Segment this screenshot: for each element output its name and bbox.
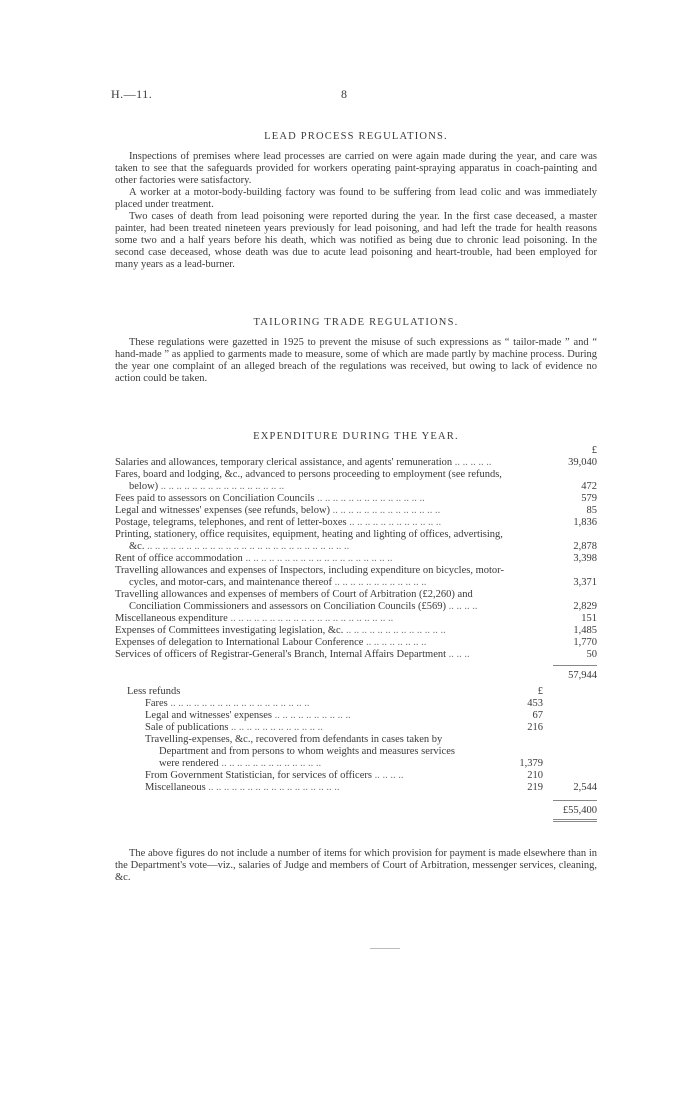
expense-amount: 579 [581, 493, 597, 504]
expense-row: Fares, board and lodging, &c., advanced to persons proceeding to employment (see refunds, [115, 469, 502, 480]
expense-row-continued: below) .. .. .. .. .. .. .. .. .. .. .. .. .. .. .. .. 472 [129, 481, 597, 492]
expense-amount: 2,878 [573, 541, 597, 552]
less-refunds-row [115, 686, 597, 698]
expense-row-continued: &c. .. .. .. .. .. .. .. .. .. .. .. .. .. .. .. .. .. .. .. .. .. .. .. .. .. .. 2,878 [129, 541, 597, 552]
page-header [111, 87, 597, 104]
refund-row: Travelling-expenses, &c., recovered from defendants in cases taken by [145, 734, 443, 745]
subtotal-rule [553, 665, 597, 666]
expense-amount: 151 [581, 613, 597, 624]
expense-amount: 1,770 [573, 637, 597, 648]
expense-row: Legal and witnesses' expenses (see refunds, below) .. .. .. .. .. .. .. .. .. .. .. .. .. .. 85 [115, 505, 597, 516]
expense-row: Fees paid to assessors on Conciliation Councils .. .. .. .. .. .. .. .. .. .. .. .. .. .. 579 [115, 493, 597, 504]
subtotal-amount: 57,944 [568, 670, 597, 681]
expense-row: Travelling allowances and expenses of members of Court of Arbitration (£2,260) and [115, 589, 473, 600]
total-row [115, 805, 597, 817]
page-number: 8 [341, 87, 347, 101]
refund-amount: 67 [532, 710, 543, 721]
expense-row: Postage, telegrams, telephones, and rent of letter-boxes .. .. .. .. .. .. .. .. .. .. .. .. 1,836 [115, 517, 597, 528]
expense-amount: 472 [581, 481, 597, 492]
refund-row: Miscellaneous .. .. .. .. .. .. .. .. .. .. .. .. .. .. .. .. .. 219 2,544 [145, 782, 597, 793]
less-refunds-label: Less refunds [127, 686, 181, 697]
refund-amount: 1,379 [519, 758, 543, 769]
expense-row-continued: Conciliation Commissioners and assessors on Conciliation Councils (£569) .. .. .. .. 2,829 [129, 601, 597, 612]
expense-row-continued: cycles, and motor-cars, and maintenance thereof .. .. .. .. .. .. .. .. .. .. .. .. 3,371 [129, 577, 597, 588]
expense-amount: 3,398 [573, 553, 597, 564]
expense-row: Rent of office accommodation .. .. .. .. .. .. .. .. .. .. .. .. .. .. .. .. .. .. .. 3,398 [115, 553, 597, 564]
currency-heading: £ [591, 445, 597, 456]
expense-amount: 50 [586, 649, 597, 660]
refund-row-continued: were rendered .. .. .. .. .. .. .. .. .. .. .. .. .. 1,379 [159, 758, 543, 769]
expense-amount: 85 [586, 505, 597, 516]
refund-row: Sale of publications .. .. .. .. .. .. .. .. .. .. .. .. 216 [145, 722, 543, 733]
expenditure-table [115, 445, 597, 822]
expense-amount: 2,829 [573, 601, 597, 612]
expense-row: Expenses of delegation to International Labour Conference .. .. .. .. .. .. .. .. 1,770 [115, 637, 597, 648]
refunds-currency: £ [537, 686, 543, 697]
lead-paragraph-1: Inspections of premises where lead processes are carried on were again made during the year, and care was taken to see that the safeguards provided for workers operating paint-spraying apparatus in coach-painting and other factories were satisfactory. [115, 151, 597, 186]
refund-amount: 216 [527, 722, 543, 733]
refund-row: Fares .. .. .. .. .. .. .. .. .. .. .. .. .. .. .. .. .. .. 453 [145, 698, 543, 709]
expense-row: Salaries and allowances, temporary clerical assistance, and agents' remuneration .. .. .. .. .. 39,040 [115, 457, 597, 468]
expense-amount: 3,371 [573, 577, 597, 588]
page-end-rule [370, 948, 400, 949]
expense-amount: 39,040 [568, 457, 597, 468]
subtotal-row [115, 670, 597, 682]
expense-row: Printing, stationery, office requisites, equipment, heating and lighting of offices, advertising, [115, 529, 503, 540]
refund-row: Legal and witnesses' expenses .. .. .. .. .. .. .. .. .. .. 67 [145, 710, 543, 721]
expense-row: Expenses of Committees investigating legislation, &c. .. .. .. .. .. .. .. .. .. .. .. .. .. 1,485 [115, 625, 597, 636]
report-code: H.—11. [111, 87, 153, 101]
refunds-total: 2,544 [573, 782, 597, 793]
refund-amount: 453 [527, 698, 543, 709]
expense-amount: 1,836 [573, 517, 597, 528]
expenditure-footnote: The above figures do not include a number of items for which provision for payment is made elsewhere than in the Department's vote—viz., salaries of Judge and members of Court of Arbitration, messenger services, cleaning, &c. [115, 848, 597, 883]
expense-row: Miscellaneous expenditure .. .. .. .. .. .. .. .. .. .. .. .. .. .. .. .. .. .. .. .. .. 151 [115, 613, 597, 624]
lead-paragraph-3: Two cases of death from lead poisoning were reported during the year. In the first case deceased, a master painter, had been treated nineteen years previously for lead poisoning, and had left the trade for health reasons some two and a half years before his death, which was notified as being due to chronic lead poisoning. In the second case deceased, whose death was due to acute lead poisoning and heart-trouble, had been employed for many years as a lead-burner. [115, 211, 597, 270]
total-double-rule [553, 819, 597, 822]
total-rule [553, 800, 597, 801]
lead-section-title: LEAD PROCESS REGULATIONS. [264, 131, 448, 142]
refund-row: From Government Statistician, for services of officers .. .. .. .. 210 [145, 770, 543, 781]
total-amount: £55,400 [562, 805, 597, 816]
expense-row: Services of officers of Registrar-General's Branch, Internal Affairs Department .. .. .. 50 [115, 649, 597, 660]
refund-amount: 210 [527, 770, 543, 781]
expenditure-section-title: EXPENDITURE DURING THE YEAR. [253, 431, 459, 442]
lead-paragraph-2: A worker at a motor-body-building factory was found to be suffering from lead colic and was immediately placed under treatment. [115, 187, 597, 210]
refund-amount: 219 [527, 782, 543, 793]
refund-row-continued: Department and from persons to whom weights and measures services [159, 746, 455, 757]
expense-amount: 1,485 [573, 625, 597, 636]
tailoring-section-title: TAILORING TRADE REGULATIONS. [253, 317, 459, 328]
tailoring-paragraph: These regulations were gazetted in 1925 to prevent the misuse of such expressions as “ tailor-made ” and “ hand-made ” as applied to garments made to measure, some of which are made partly by machine process. During the year one complaint of an alleged breach of the regulations was received, but owing to lack of evidence no action could be taken. [115, 337, 597, 384]
page [111, 87, 597, 884]
expense-row: Travelling allowances and expenses of Inspectors, including expenditure on bicycles, motor- [115, 565, 504, 576]
